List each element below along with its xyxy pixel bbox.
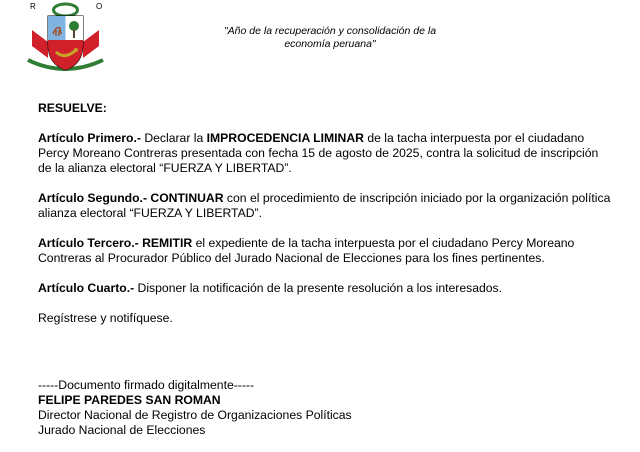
article-third-text: el expediente de la tacha interpuesta por el ciudadano Percy Moreano Contreras al Procurador Público del Jurado Nacional de Elecciones para los fines pertinentes. (38, 236, 575, 265)
article-third-bold: REMITIR (138, 236, 193, 250)
signer-name: FELIPE PAREDES SAN ROMAN (38, 393, 221, 407)
article-second-label: Artículo Segundo.- (38, 191, 148, 205)
article-fourth (38, 281, 613, 296)
article-first-text-b: de la tacha interpuesta por el ciudadano Percy Moreano Contreras presentada con fecha 15 de agosto de 2025, contra la solicitud de inscripción de la alianza electoral “FUERZA Y LIBERTAD”. (38, 131, 599, 175)
signature-block (38, 378, 352, 438)
signature-note: -----Documento firmado digitalmente----- (38, 378, 255, 392)
article-second-text: con el procedimiento de inscripción iniciado por la organización política alianza electoral “FUERZA Y LIBERTAD”. (38, 191, 611, 220)
svg-text:R: R (30, 2, 36, 11)
resolution-body (38, 101, 613, 326)
article-third-label: Artículo Tercero.- (38, 236, 139, 250)
article-first-bold: IMPROCEDENCIA LIMINAR (206, 131, 364, 145)
article-first (38, 131, 613, 176)
header-motto (200, 25, 460, 51)
article-fourth-label: Artículo Cuarto.- (38, 281, 135, 295)
article-third (38, 236, 613, 266)
coat-of-arms-seal (18, 0, 113, 75)
motto-line-1: "Año de la recuperación y consolidación de la (223, 25, 437, 37)
svg-text:O: O (96, 2, 103, 11)
article-second (38, 191, 613, 221)
article-fourth-text: Disponer la notificación de la presente resolución a los interesados. (134, 281, 503, 295)
closing-phrase: Regístrese y notifíquese. (38, 311, 173, 325)
article-first-label: Artículo Primero.- (38, 131, 141, 145)
shield-emblem-icon (18, 0, 113, 75)
article-second-bold: CONTINUAR (147, 191, 224, 205)
signer-entity: Jurado Nacional de Elecciones (38, 423, 206, 437)
resuelve-heading: RESUELVE: (38, 101, 107, 115)
motto-line-2: economía peruana" (284, 38, 376, 50)
article-first-text-a: Declarar la (140, 131, 207, 145)
signer-title: Director Nacional de Registro de Organizaciones Políticas (38, 408, 352, 422)
